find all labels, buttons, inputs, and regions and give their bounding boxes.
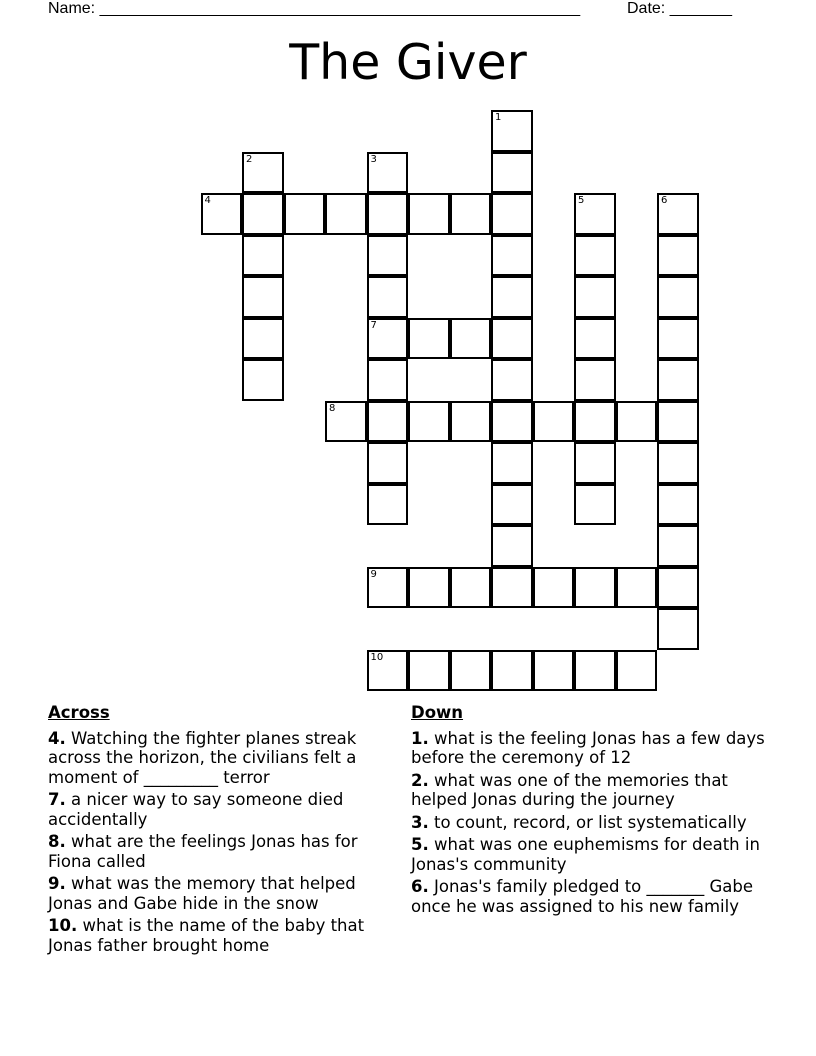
grid-cell[interactable] xyxy=(657,401,699,443)
grid-cell[interactable] xyxy=(574,359,616,401)
grid-cell[interactable] xyxy=(574,650,616,692)
grid-cell[interactable] xyxy=(242,235,284,277)
clue-text: what was one of the memories that helped Jonas during the journey xyxy=(411,770,728,809)
grid-cell[interactable] xyxy=(491,484,533,526)
across-heading: Across xyxy=(48,703,110,722)
clue-down-5 xyxy=(411,835,766,874)
grid-cell[interactable] xyxy=(201,193,243,235)
grid-cell[interactable] xyxy=(367,276,409,318)
grid-cell[interactable] xyxy=(574,484,616,526)
grid-cell[interactable] xyxy=(367,318,409,360)
grid-cell[interactable] xyxy=(491,650,533,692)
grid-cell[interactable] xyxy=(574,318,616,360)
down-heading: Down xyxy=(411,703,464,722)
grid-cell[interactable] xyxy=(284,193,326,235)
cell-number: 6 xyxy=(661,195,668,206)
grid-cell[interactable] xyxy=(242,276,284,318)
grid-cell[interactable] xyxy=(367,152,409,194)
grid-cell[interactable] xyxy=(367,193,409,235)
clue-down-1 xyxy=(411,729,766,768)
grid-cell[interactable] xyxy=(450,650,492,692)
clue-number: 9. xyxy=(48,874,66,893)
grid-cell[interactable] xyxy=(491,110,533,152)
grid-cell[interactable] xyxy=(491,525,533,567)
down-clues xyxy=(411,703,766,919)
grid-cell[interactable] xyxy=(491,276,533,318)
grid-cell[interactable] xyxy=(367,567,409,609)
grid-cell[interactable] xyxy=(657,442,699,484)
grid-cell[interactable] xyxy=(242,152,284,194)
clue-across-9 xyxy=(48,874,398,913)
clue-number: 6. xyxy=(411,877,429,896)
clue-across-4 xyxy=(48,729,398,788)
grid-cell[interactable] xyxy=(574,567,616,609)
cell-number: 4 xyxy=(204,195,211,206)
grid-cell[interactable] xyxy=(242,359,284,401)
clue-down-6 xyxy=(411,877,766,916)
clue-number: 3. xyxy=(411,812,429,832)
cell-number: 10 xyxy=(370,651,384,663)
cell-number: 7 xyxy=(370,319,377,331)
cell-number: 1 xyxy=(495,112,502,123)
grid-cell[interactable] xyxy=(574,193,616,235)
grid-cell[interactable] xyxy=(491,193,533,235)
grid-cell[interactable] xyxy=(491,152,533,194)
grid-cell[interactable] xyxy=(450,318,492,360)
grid-cell[interactable] xyxy=(616,401,658,443)
grid-cell[interactable] xyxy=(574,235,616,277)
grid-cell[interactable] xyxy=(616,567,658,609)
clue-text: Jonas's family pledged to _______ Gabe once he was assigned to his new family xyxy=(411,877,754,916)
grid-cell[interactable] xyxy=(408,401,450,443)
grid-cell[interactable] xyxy=(408,650,450,692)
grid-cell[interactable] xyxy=(325,193,367,235)
cell-number: 3 xyxy=(370,153,377,165)
clue-number: 10. xyxy=(48,916,78,935)
clue-text: what is the feeling Jonas has a few days before the ceremony of 12 xyxy=(411,728,765,767)
grid-cell[interactable] xyxy=(657,276,699,318)
grid-cell[interactable] xyxy=(367,484,409,526)
cell-number: 8 xyxy=(329,402,336,414)
cell-number: 5 xyxy=(578,195,585,206)
across-clues xyxy=(48,703,398,958)
clue-number: 1. xyxy=(411,728,429,748)
clue-text: what are the feelings Jonas has for Fiona called xyxy=(48,832,358,871)
date-field[interactable]: Date: _______ xyxy=(627,0,732,17)
grid-cell[interactable] xyxy=(367,401,409,443)
grid-cell[interactable] xyxy=(657,193,699,235)
clue-number: 8. xyxy=(48,832,66,851)
cell-number: 2 xyxy=(246,153,253,165)
grid-cell[interactable] xyxy=(450,401,492,443)
grid-cell[interactable] xyxy=(574,276,616,318)
grid-cell[interactable] xyxy=(408,318,450,360)
clue-across-7 xyxy=(48,790,398,829)
clue-text: to count, record, or list systematically xyxy=(434,812,747,832)
grid-cell[interactable] xyxy=(657,567,699,609)
clue-text: what is the name of the baby that Jonas father brought home xyxy=(48,916,365,955)
page-title: The Giver xyxy=(289,34,527,91)
grid-cell[interactable] xyxy=(533,567,575,609)
cell-number: 9 xyxy=(370,568,377,580)
clue-across-8 xyxy=(48,832,398,871)
grid-cell[interactable] xyxy=(574,442,616,484)
grid-cell[interactable] xyxy=(367,442,409,484)
grid-cell[interactable] xyxy=(450,567,492,609)
grid-cell[interactable] xyxy=(325,401,367,443)
clue-text: what was one euphemisms for death in Jonas's community xyxy=(411,835,760,874)
clue-text: Watching the fighter planes streak across the horizon, the civilians felt a moment of _________ terror xyxy=(48,728,357,787)
grid-cell[interactable] xyxy=(491,359,533,401)
clue-number: 2. xyxy=(411,770,429,790)
clue-down-3 xyxy=(411,813,766,833)
grid-cell[interactable] xyxy=(242,193,284,235)
grid-cell[interactable] xyxy=(491,318,533,360)
grid-cell[interactable] xyxy=(491,235,533,277)
grid-cell[interactable] xyxy=(657,235,699,277)
clue-number: 5. xyxy=(411,835,429,854)
clue-across-10 xyxy=(48,916,398,955)
grid-cell[interactable] xyxy=(367,650,409,692)
grid-cell[interactable] xyxy=(408,193,450,235)
grid-cell[interactable] xyxy=(491,401,533,443)
grid-cell[interactable] xyxy=(533,401,575,443)
clue-text: what was the memory that helped Jonas and Gabe hide in the snow xyxy=(48,874,356,913)
grid-cell[interactable] xyxy=(408,567,450,609)
grid-cell[interactable] xyxy=(450,193,492,235)
grid-cell[interactable] xyxy=(491,567,533,609)
grid-cell[interactable] xyxy=(242,318,284,360)
grid-cell[interactable] xyxy=(574,401,616,443)
grid-cell[interactable] xyxy=(657,525,699,567)
grid-cell[interactable] xyxy=(367,235,409,277)
grid-cell[interactable] xyxy=(491,442,533,484)
grid-cell[interactable] xyxy=(657,359,699,401)
clue-down-2 xyxy=(411,771,766,810)
name-field[interactable]: Name: ______________________________________________________ xyxy=(48,0,581,17)
grid-cell[interactable] xyxy=(533,650,575,692)
clue-number: 7. xyxy=(48,790,66,809)
clue-number: 4. xyxy=(48,728,66,748)
grid-cell[interactable] xyxy=(616,650,658,692)
grid-cell[interactable] xyxy=(657,484,699,526)
clue-text: a nicer way to say someone died accidentally xyxy=(48,790,344,829)
grid-cell[interactable] xyxy=(657,318,699,360)
grid-cell[interactable] xyxy=(657,608,699,650)
grid-cell[interactable] xyxy=(367,359,409,401)
